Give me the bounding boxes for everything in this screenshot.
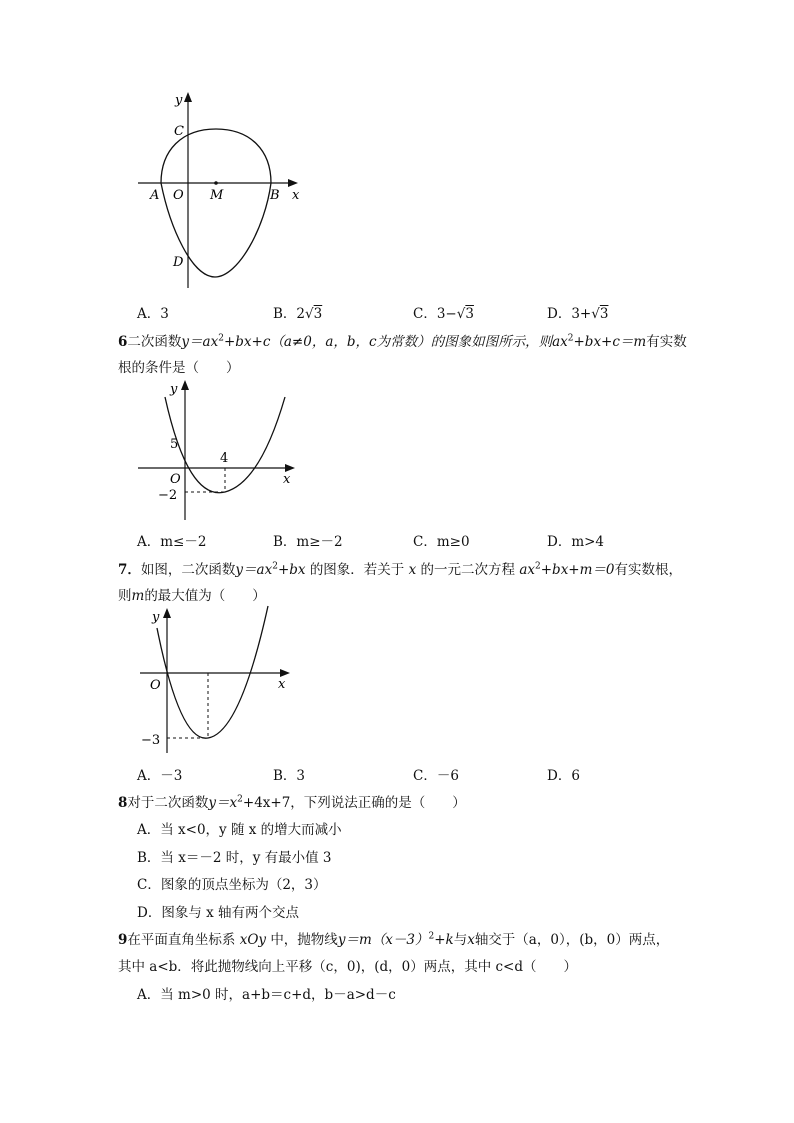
- label-minus-2: −2: [158, 488, 178, 503]
- x-axis-arrow: [285, 464, 295, 472]
- q7-option-a[interactable]: A．－3: [137, 768, 183, 784]
- q8-option-b[interactable]: B．当 x＝－2 时，y 有最小值 3: [137, 850, 332, 866]
- q9-stem-line1: 9在平面直角坐标系 xOy 中，抛物线$y=m(x-3)^2+k$与x轴交于（a，0），(b，0）两点，: [118, 931, 670, 948]
- y-axis-arrow: [181, 380, 189, 390]
- q8-option-a[interactable]: A．当 x<0，y 随 x 的增大而减小: [137, 822, 342, 838]
- label-y: y: [152, 610, 160, 625]
- label-b: B: [270, 188, 280, 203]
- parabola-curve: [157, 606, 268, 738]
- q8-option-d[interactable]: D．图象与 x 轴有两个交点: [137, 905, 300, 921]
- q7-option-b[interactable]: B．3: [273, 768, 306, 784]
- q7-option-c[interactable]: C．－6: [413, 768, 459, 784]
- figure-q7: [135, 603, 300, 758]
- q6-stem-line1: 6二次函数$y=ax^2+bx+c(a\ne 0$，a，b，c为常数）的图象如图所示，则$ax^2+bx+c=m$有实数: [118, 333, 687, 350]
- q8-option-c[interactable]: C．图象的顶点坐标为（2，3）: [137, 877, 327, 893]
- sqrt-symbol: √: [305, 306, 314, 322]
- label-x: x: [278, 677, 286, 692]
- q6-stem-line2: 根的条件是（ ）: [118, 360, 240, 376]
- q6-option-c[interactable]: C．m≥0: [413, 534, 470, 550]
- q5-option-c[interactable]: C．3−√3: [413, 306, 474, 322]
- point-m: [214, 181, 218, 185]
- label-x: x: [292, 188, 300, 203]
- q5-option-a[interactable]: A．3: [137, 306, 169, 322]
- label-o: O: [150, 678, 161, 693]
- q7-stem-line1: 7．如图，二次函数$y=ax^2+bx$ 的图象．若关于 x 的一元二次方程 $ax^2+bx+m=0$有实数根，: [118, 561, 683, 578]
- figure-q6: [130, 375, 305, 525]
- q9-stem-line2: 其中 a<b．将此抛物线向上平移（c，0)，(d，0）两点，其中 c<d（ ）: [118, 959, 578, 975]
- q6-option-a[interactable]: A．m≤－2: [137, 534, 207, 550]
- sqrt-symbol: √: [456, 306, 466, 322]
- label-x: x: [283, 472, 291, 487]
- x-axis-arrow: [280, 669, 290, 677]
- label-5: 5: [170, 437, 179, 452]
- y-axis-arrow: [184, 92, 192, 102]
- q8-stem: 8对于二次函数$y=x^2+4x+7$，下列说法正确的是（ ）: [118, 794, 466, 811]
- label-o: O: [170, 472, 181, 487]
- label-y: y: [170, 382, 178, 397]
- label-y: y: [175, 93, 183, 108]
- q6-option-b[interactable]: B．m≥－2: [273, 534, 343, 550]
- label-minus-3: −3: [141, 733, 161, 748]
- q7-option-d[interactable]: D．6: [547, 768, 580, 784]
- label-m: M: [210, 188, 224, 203]
- parabola-curve: [165, 397, 285, 493]
- q5-option-d[interactable]: D．3+√3: [547, 306, 609, 322]
- figure-q5: [130, 88, 310, 298]
- q6-option-d[interactable]: D．m>4: [547, 534, 605, 550]
- label-d: D: [173, 255, 184, 270]
- label-4: 4: [220, 451, 229, 466]
- label-c: C: [174, 124, 184, 139]
- q9-option-a[interactable]: A．当 m>0 时，a+b＝c+d，b－a>d－c: [137, 987, 396, 1003]
- label-o: O: [173, 188, 184, 203]
- sqrt-symbol: √: [591, 306, 600, 322]
- y-axis-arrow: [163, 608, 171, 618]
- label-a: A: [150, 188, 160, 203]
- x-axis-arrow: [288, 179, 298, 187]
- q7-stem-line2: 则m的最大值为（ ）: [118, 588, 266, 604]
- q5-option-b[interactable]: B．2√3: [273, 306, 323, 322]
